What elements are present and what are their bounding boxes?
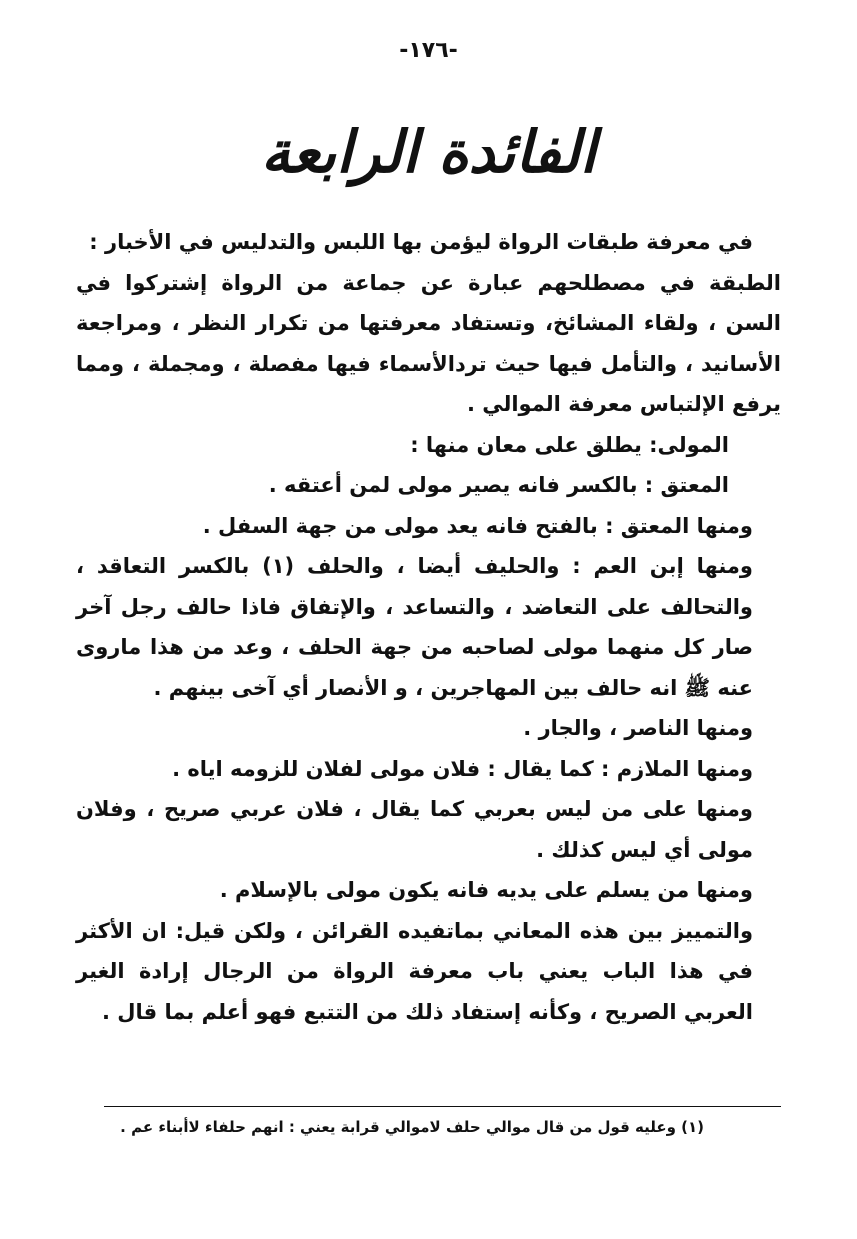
paragraph: الطبقة في مصطلحهم عبارة عن جماعة من الرواة إشتركوا في السن ، ولقاء المشائخ، وتستفاد معرفتها من تكرار النظر ، ومراجعة الأسانيد ، والتأمل فيها حيث تردالأسماء فيها مفصلة ، ومجملة ، ومما يرفع الإلتباس معرفة الموالي . xyxy=(76,270,781,416)
paragraph: ومنها المعتق : بالفتح فانه يعد مولى من جهة السفل . xyxy=(202,513,753,538)
paragraph: ومنها من يسلم على يديه فانه يكون مولى بالإسلام . xyxy=(219,878,753,902)
page-number: -١٧٦- xyxy=(399,38,458,63)
body-text xyxy=(76,222,781,1032)
paragraph: المولى: يطلق على معان منها : xyxy=(410,432,729,457)
paragraph: المعتق : بالكسر فانه يصير مولى لمن أعتقه . xyxy=(268,473,729,497)
paragraph: ومنها الملازم : كما يقال : فلان مولى لفلان للزومه اياه . xyxy=(172,756,753,781)
footnote: (١) وعليه قول من قال موالي حلف لاموالي قرابة يعني : انهم حلفاء لاأبناء عم . xyxy=(120,1118,704,1136)
chapter-title: الفائدة الرابعة xyxy=(260,118,597,186)
paragraph: ومنها على من ليس بعربي كما يقال ، فلان عربي صريح ، وفلان مولى أي ليس كذلك . xyxy=(76,797,753,862)
paragraph: ومنها إبن العم : والحليف أيضا ، والحلف (١) بالكسر التعاقد ، والتحالف على التعاضد ، والتساعد ، والإتفاق فاذا حالف رجل آخر صار كل منهما مولى لصاحبه من جهة الحلف ، وعد من هذا ماروى عنه ﷺ انه حالف بين المهاجرين ، و الأنصار أي آخى بينهم . xyxy=(76,554,753,700)
paragraph: والتمييز بين هذه المعاني بماتفيده القرائن ، ولكن قيل: ان الأكثر في هذا الباب يعني باب معرفة الرواة من الرجال إرادة الغير العربي الصريح ، وكأنه إستفاد ذلك من التتبع فهو أعلم بما قال . xyxy=(76,918,753,1024)
paragraph: في معرفة طبقات الرواة ليؤمن بها اللبس والتدليس في الأخبار : xyxy=(89,230,753,254)
paragraph: ومنها الناصر ، والجار . xyxy=(523,716,753,740)
footnote-divider xyxy=(104,1106,781,1107)
